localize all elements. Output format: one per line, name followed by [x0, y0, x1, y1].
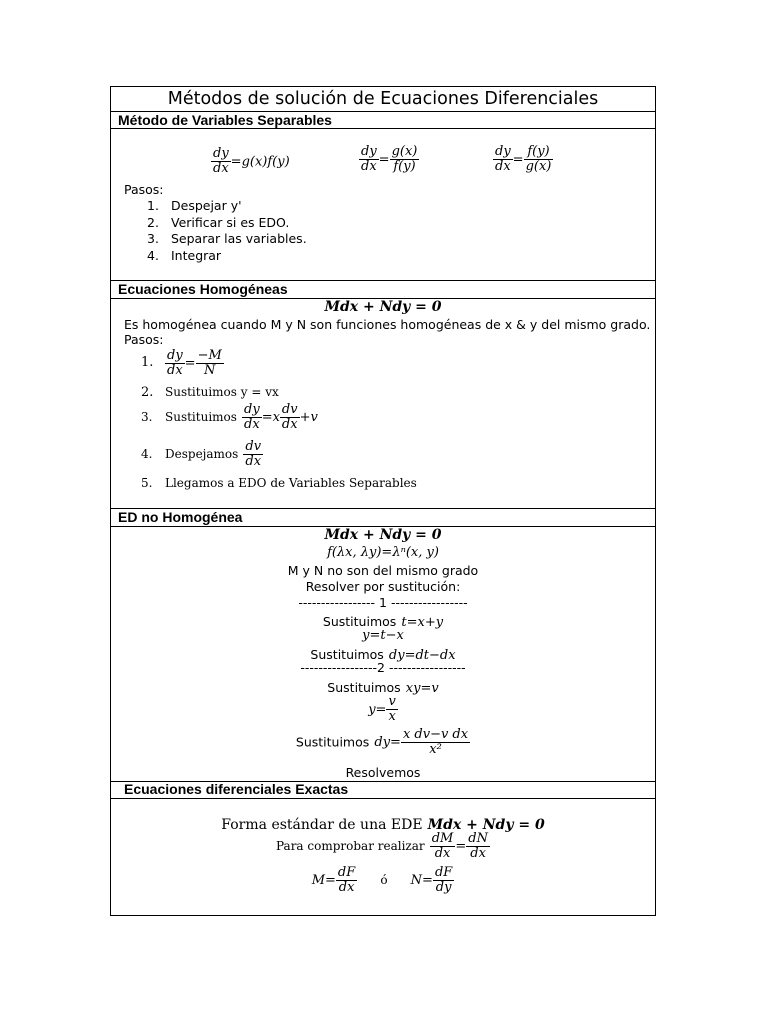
separator-1: ----------------- 1 -----------------: [298, 595, 468, 610]
exact-check: Para comprobar realizar $\frac{dM}{dx}$ = $\frac{dN}{dx}$: [276, 831, 488, 862]
section-heading-non-homogeneous: ED no Homogénea: [118, 509, 243, 525]
section-heading-separable: Método de Variables Separables: [118, 112, 332, 128]
exact-potential: M= $\frac{dF}{dx}$ ó N= $\frac{dF}{dy}$: [311, 865, 453, 896]
resolve-note: Resolvemos: [345, 765, 421, 780]
page-title: Métodos de solución de Ecuaciones Diferenciales: [167, 89, 599, 109]
degree-note: M y N no son del mismo grado: [287, 563, 479, 578]
substitution-2: Sustituimos xy=v: [327, 680, 439, 696]
substitution-1c: Sustituimos dy=dt−dx: [310, 647, 456, 663]
hom-step-1: 1. $\frac{dy}{dx}$ = $\frac{-M}{N}$: [141, 348, 222, 379]
document-sheet: [110, 86, 656, 916]
section-heading-homogeneous: Ecuaciones Homogéneas: [118, 281, 288, 297]
hom-step-5: 5. Llegamos a EDO de Variables Separables: [141, 476, 417, 490]
formula-separable-2: $\frac{dy}{dx}$ = $\frac{g(x)}{f(y)}$: [361, 144, 418, 175]
steps-label: Pasos:: [124, 182, 164, 197]
hom-step-3: 3. Sustituimos $\frac{dy}{dx}$ =x $\frac{dv}{dx}$ +v: [141, 402, 318, 433]
substitution-1: Sustituimos t=x+y: [322, 614, 444, 630]
substitution-1b: y=t−x: [362, 628, 404, 643]
formula-separable-1: $\frac{dy}{dx}$ =g(x)f(y): [213, 146, 290, 177]
non-homogeneous-equation: Mdx + Ndy = 0: [324, 527, 442, 543]
section-heading-exact: Ecuaciones diferenciales Exactas: [124, 781, 349, 797]
steps-list: [147, 198, 307, 264]
hom-step-4: 4. Despejamos $\frac{dv}{dx}$: [141, 439, 262, 470]
homogeneous-equation: Mdx + Ndy = 0: [324, 299, 442, 315]
separator-2: -----------------2 -----------------: [300, 660, 466, 675]
homogeneity-condition: f(λx, λy)=λⁿ(x, y): [327, 545, 439, 560]
list-item: 3. Separar las variables.: [147, 231, 307, 246]
list-item: 2. Verificar si es EDO.: [147, 214, 290, 230]
substitution-note: Resolver por sustitución:: [305, 579, 461, 594]
substitution-2c: Sustituimos dy= $\frac{\text{x dv−v dx}}{\text{x²}}$: [295, 727, 469, 758]
exact-standard-form: Forma estándar de una EDE Mdx + Ndy = 0: [221, 817, 545, 833]
list-item: 4. Integrar: [147, 247, 222, 263]
homogeneous-description: Es homogénea cuando M y N son funciones homogéneas de x & y del mismo grado.: [124, 317, 651, 332]
substitution-2b: y= $\frac{v}{x}$: [368, 694, 396, 725]
hom-step-2: 2. Sustituimos y = vx: [141, 385, 279, 400]
steps-label: Pasos:: [124, 332, 164, 347]
formula-separable-3: $\frac{dy}{dx}$ = $\frac{f(y)}{g(x)}$: [495, 144, 552, 175]
divider: [111, 798, 655, 799]
divider: [111, 128, 655, 129]
list-item: 1. Despejar y': [147, 198, 242, 213]
